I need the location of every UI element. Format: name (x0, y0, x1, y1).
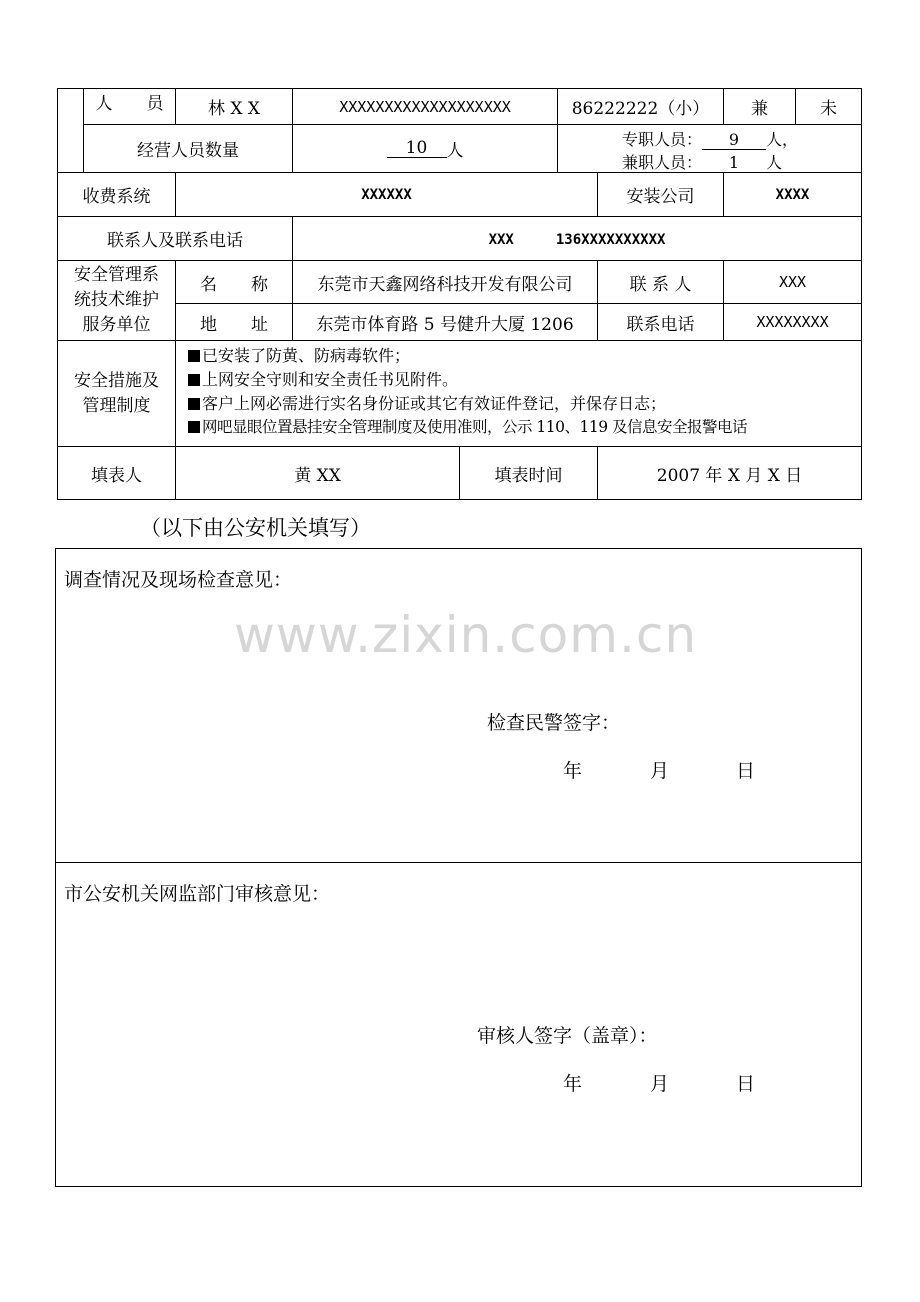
maintenance-label (58, 263, 175, 338)
investigation-heading: 调查情况及现场检查意见： (64, 569, 293, 591)
fulltime-unit: 人， (766, 130, 799, 149)
contact-label: 联系人及联系电话 (107, 231, 243, 251)
staff-count-label: 经营人员数量 (137, 141, 239, 161)
staff-count-total-unit: 人 (446, 141, 464, 161)
maintenance-phone-value: XXXXXXXX (756, 313, 829, 331)
contact-value: XXX 136XXXXXXXXXX (488, 231, 666, 248)
maintenance-phone-label: 联系电话 (626, 314, 695, 335)
installer-value: XXXX (775, 186, 810, 203)
investigation-year: 年 (563, 760, 583, 782)
review-signature: 审核人签字（盖章）： (477, 1025, 658, 1047)
parttime-value: 1 (702, 154, 766, 173)
fill-time-value: 2007 年 X 月 X 日 (656, 465, 803, 486)
investigation-month: 月 (650, 760, 670, 782)
fulltime-count (622, 127, 798, 150)
measure-item (188, 415, 747, 437)
installer-label: 安装公司 (626, 187, 695, 207)
billing-value: XXXXXX (361, 186, 412, 203)
parttime-label: 兼职人员： (622, 153, 703, 172)
staff-count-total (293, 125, 557, 172)
staff-count-total-value: 10 (387, 139, 447, 158)
measure-item-text: 已安装了防黄、防病毒软件； (202, 346, 411, 365)
investigation-signature: 检查民警签字： (487, 712, 621, 734)
parttime-count (622, 150, 782, 173)
parttime-unit: 人 (766, 153, 783, 172)
measure-item-text: 客户上网必需进行实名身份证或其它有效证件登记，并保存日志； (202, 394, 667, 413)
staff-id-number: XXXXXXXXXXXXXXXXXXX (339, 97, 511, 116)
measure-item (188, 343, 410, 366)
maintenance-contact-label: 联 系 人 (629, 274, 692, 295)
police-fill-note: （以下由公安机关填写） (140, 516, 371, 540)
investigation-day: 日 (736, 760, 756, 782)
fulltime-value: 9 (702, 131, 766, 150)
maintenance-contact-value: XXX (778, 273, 807, 291)
filler-value: 黄 XX (294, 465, 341, 486)
maintenance-name-value: 东莞市天鑫网络科技开发有限公司 (317, 274, 573, 295)
measures-label-line1: 安全措施及 (74, 371, 159, 391)
staff-name: 林 X X (207, 99, 260, 119)
review-day: 日 (736, 1073, 756, 1095)
measures-label-line2: 管理制度 (82, 396, 151, 416)
fulltime-label: 专职人员： (622, 130, 703, 149)
checkbox-square-icon (188, 421, 200, 433)
review-heading: 市公安机关网监部门审核意见： (64, 883, 331, 905)
maintenance-name-label: 名 称 (200, 274, 268, 295)
review-month: 月 (650, 1073, 670, 1095)
maintenance-label-line3: 服务单位 (82, 315, 151, 335)
staff-col-a: 兼 (751, 99, 768, 119)
measure-item (188, 367, 458, 390)
measure-item (188, 391, 666, 414)
review-year: 年 (563, 1073, 583, 1095)
fill-time-label: 填表时间 (494, 465, 563, 486)
staff-phone: 86222222（小） (571, 99, 710, 119)
checkbox-square-icon (188, 374, 200, 386)
checkbox-square-icon (188, 398, 200, 410)
staff-label: 人 员 (95, 93, 164, 114)
measure-item-text: 上网安全守则和安全责任书见附件。 (202, 370, 459, 389)
maintenance-address-label: 地 址 (200, 314, 268, 335)
measures-label (58, 369, 175, 419)
checkbox-square-icon (188, 350, 200, 362)
measure-item-text: 网吧显眼位置悬挂安全管理制度及使用准则，公示 110、119 及信息安全报警电话 (202, 418, 748, 436)
maintenance-label-line1: 安全管理系 (74, 265, 159, 285)
maintenance-label-line2: 统技术维护 (74, 290, 159, 310)
filler-label: 填表人 (91, 465, 142, 486)
staff-col-b: 未 (820, 99, 837, 119)
maintenance-address-value: 东莞市体育路 5 号健升大厦 1206 (316, 314, 574, 335)
billing-label: 收费系统 (82, 187, 151, 207)
watermark-text: www.zixin.com.cn (234, 606, 698, 664)
